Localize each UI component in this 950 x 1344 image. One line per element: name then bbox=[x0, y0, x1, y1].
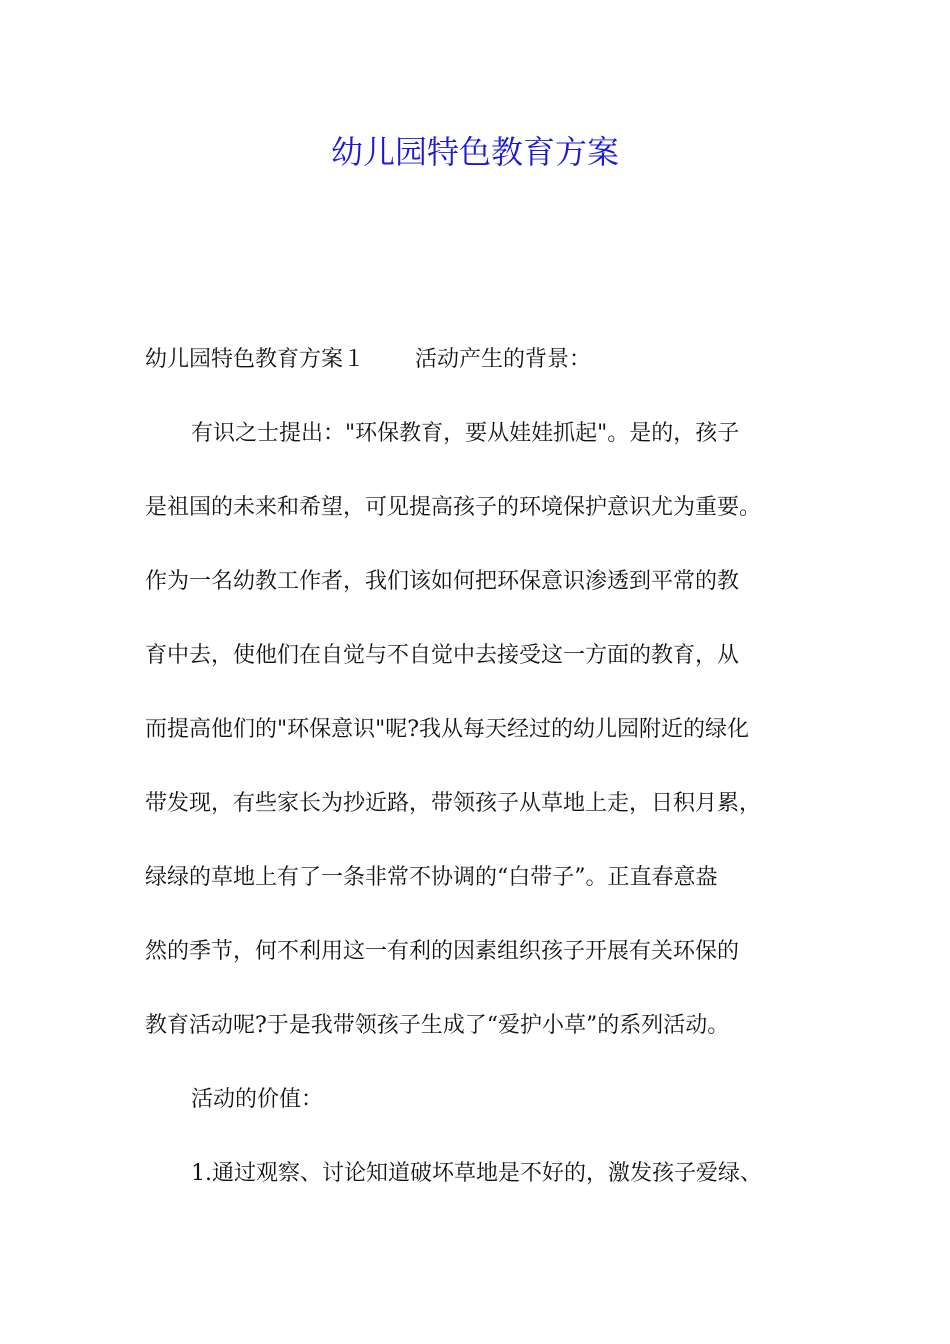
section-heading-line bbox=[145, 344, 591, 376]
paragraph-line-1: 有识之士提出："环保教育，要从娃娃抓起"。是的，孩子 bbox=[191, 421, 740, 446]
value-heading: 活动的价值： bbox=[191, 1087, 324, 1112]
list-item-1: 1.通过观察、讨论知道破坏草地是不好的，激发孩子爱绿、 bbox=[191, 1161, 762, 1186]
paragraph-line-5: 而提高他们的"环保意识"呢?我从每天经过的幼儿园附近的绿化 bbox=[145, 717, 750, 742]
section-title: 幼儿园特色教育方案１ bbox=[145, 347, 366, 372]
paragraph-line-2: 是祖国的未来和希望，可见提高孩子的环境保护意识尤为重要。 bbox=[145, 495, 762, 520]
paragraph-line-6: 带发现，有些家长为抄近路，带领孩子从草地上走，日积月累， bbox=[145, 791, 762, 816]
paragraph-line-7: 绿绿的草地上有了一条非常不协调的“白带子”。正直春意盎 bbox=[145, 865, 718, 890]
paragraph-line-9: 教育活动呢?于是我带领孩子生成了“爱护小草”的系列活动。 bbox=[145, 1013, 730, 1038]
paragraph-line-4: 育中去，使他们在自觉与不自觉中去接受这一方面的教育，从 bbox=[145, 643, 740, 668]
document-title: 幼儿园特色教育方案 bbox=[330, 133, 619, 171]
section-subheading: 活动产生的背景： bbox=[415, 347, 592, 372]
paragraph-line-8: 然的季节，何不利用这一有利的因素组织孩子开展有关环保的 bbox=[145, 939, 740, 964]
paragraph-line-3: 作为一名幼教工作者，我们该如何把环保意识渗透到平常的教 bbox=[145, 569, 740, 594]
